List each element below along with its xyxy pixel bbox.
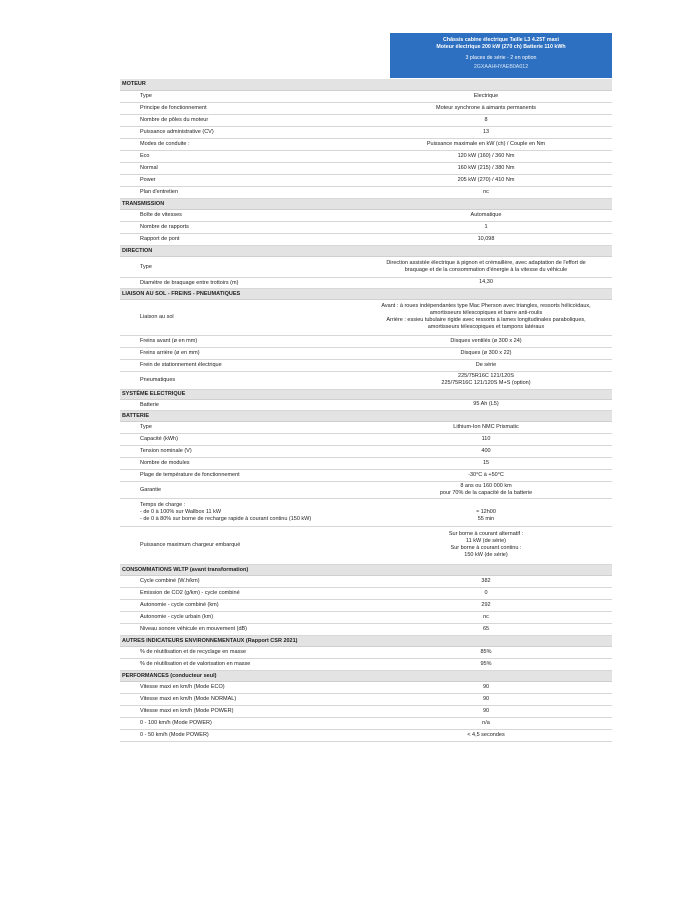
spec-value: nc (360, 611, 612, 623)
spec-row (120, 526, 612, 564)
section-title: TRANSMISSION (120, 198, 612, 209)
spec-row (120, 433, 612, 445)
spec-label: Vitesse maxi en km/h (Mode NORMAL) (120, 693, 360, 705)
spec-value: Puissance maximale en kW (ch) / Couple en Nm (360, 138, 612, 150)
spec-label: Vitesse maxi en km/h (Mode ECO) (120, 681, 360, 693)
spec-value: 65 (360, 623, 612, 635)
spec-value: ≈ 12h00 55 min (360, 498, 612, 526)
spec-label: 0 - 100 km/h (Mode POWER) (120, 717, 360, 729)
section-title: MOTEUR (120, 79, 612, 90)
spec-row (120, 587, 612, 599)
spec-table (120, 79, 612, 742)
spec-row (120, 90, 612, 102)
section-header (120, 389, 612, 399)
spec-row (120, 623, 612, 635)
spec-row (120, 599, 612, 611)
spec-label: Diamètre de braquage entre trottoirs (m) (120, 277, 360, 288)
spec-label: Nombre de rapports (120, 221, 360, 233)
spec-value: 13 (360, 126, 612, 138)
spec-value: 90 (360, 681, 612, 693)
spec-label: Puissance maximum chargeur embarqué (120, 526, 360, 564)
spec-row (120, 498, 612, 526)
spec-value: Lithium-Ion NMC Prismatic (360, 421, 612, 433)
section-title: LIAISON AU SOL - FREINS - PNEUMATIQUES (120, 288, 612, 299)
spec-label: Capacité (kWh) (120, 433, 360, 445)
spec-label: Boîte de vitesses (120, 209, 360, 221)
spec-label: Temps de charge : - de 0 à 100% sur Wallbox 11 kW - de 0 à 80% sur borne de recharge rapide à courant continu (150 kW) (120, 498, 360, 526)
section-header (120, 198, 612, 209)
spec-value: 95 Ah (L5) (360, 399, 612, 410)
vehicle-title: Châssis cabine électrique Taille L3 4.25T maxi (443, 37, 559, 43)
spec-label: Plage de température de fonctionnement (120, 469, 360, 481)
spec-value: nc (360, 186, 612, 198)
section-header (120, 288, 612, 299)
spec-label: Normal (120, 162, 360, 174)
spec-row (120, 399, 612, 410)
spec-value: Avant : à roues indépendantes type Mac Pherson avec triangles, ressorts hélicoïdaux, amortisseurs télescopiques et barre anti-roulis Arrière : essieu tubulaire rigide avec ressorts à lames longitudinales paraboliques, amortisseurs télescopiques et tampons latéraux (360, 299, 612, 335)
spec-value: 0 (360, 587, 612, 599)
spec-value: 1 (360, 221, 612, 233)
spec-row (120, 421, 612, 433)
spec-row (120, 658, 612, 670)
spec-value: Disques (ø 300 x 22) (360, 347, 612, 359)
spec-value: 90 (360, 693, 612, 705)
spec-label: Rapport de pont (120, 233, 360, 245)
spec-row (120, 681, 612, 693)
spec-row (120, 233, 612, 245)
spec-label: 0 - 50 km/h (Mode POWER) (120, 729, 360, 741)
spec-label: Frein de stationnement électrique (120, 359, 360, 371)
spec-row (120, 335, 612, 347)
spec-value: 8 ans ou 160 000 km pour 70% de la capacité de la batterie (360, 481, 612, 498)
spec-value: Moteur synchrone à aimants permanents (360, 102, 612, 114)
spec-value: 85% (360, 646, 612, 658)
spec-value: 382 (360, 575, 612, 587)
spec-value: 225/75R16C 121/120S 225/75R16C 121/120S M+S (option) (360, 371, 612, 389)
section-title: BATTERIE (120, 410, 612, 421)
spec-row (120, 611, 612, 623)
spec-value: De série (360, 359, 612, 371)
spec-label: Emission de CO2 (g/km) - cycle combiné (120, 587, 360, 599)
spec-label: Autonomie - cycle urbain (km) (120, 611, 360, 623)
section-header (120, 635, 612, 646)
spec-value: 400 (360, 445, 612, 457)
vehicle-code: 2GXAAHHYAEB0A012 (473, 64, 529, 71)
spec-row (120, 469, 612, 481)
spec-label: Autonomie - cycle combiné (km) (120, 599, 360, 611)
spec-row (120, 150, 612, 162)
spec-label: Plan d'entretien (120, 186, 360, 198)
section-header (120, 564, 612, 575)
spec-row (120, 162, 612, 174)
spec-label: Type (120, 256, 360, 277)
spec-label: Eco (120, 150, 360, 162)
spec-row (120, 717, 612, 729)
spec-label: Puissance administrative (CV) (120, 126, 360, 138)
spec-label: Principe de fonctionnement (120, 102, 360, 114)
spec-label: Garantie (120, 481, 360, 498)
spec-value: Direction assistée électrique à pignon et crémaillère, avec adaptation de l'effort de braquage et de la consommation d'énergie à la vitesse du véhicule (360, 256, 612, 277)
spec-row (120, 646, 612, 658)
spec-row (120, 277, 612, 288)
section-header (120, 79, 612, 90)
vehicle-header (390, 33, 612, 78)
spec-label: Type (120, 421, 360, 433)
spec-value: Automatique (360, 209, 612, 221)
spec-row (120, 481, 612, 498)
section-title: DIRECTION (120, 245, 612, 256)
spec-row (120, 114, 612, 126)
spec-value: 205 kW (270) / 410 Nm (360, 174, 612, 186)
spec-label: Nombre de modules (120, 457, 360, 469)
section-title: SYSTÈME ELECTRIQUE (120, 389, 612, 399)
spec-label: Liaison au sol (120, 299, 360, 335)
spec-row (120, 359, 612, 371)
section-header (120, 410, 612, 421)
spec-label: Batterie (120, 399, 360, 410)
spec-label: % de réutilisation et de valorisation en masse (120, 658, 360, 670)
spec-row (120, 126, 612, 138)
section-title: CONSOMMATIONS WLTP (avant transformation) (120, 564, 612, 575)
spec-label: Modes de conduite : (120, 138, 360, 150)
vehicle-seats: 3 places de série - 2 en option (465, 54, 537, 61)
spec-label: % de réutilisation et de recyclage en masse (120, 646, 360, 658)
spec-row (120, 256, 612, 277)
spec-row (120, 186, 612, 198)
spec-value: < 4,5 secondes (360, 729, 612, 741)
spec-value: -30°C à +50°C (360, 469, 612, 481)
spec-value: 10,098 (360, 233, 612, 245)
spec-label: Type (120, 90, 360, 102)
spec-label: Cycle combiné (W.h/km) (120, 575, 360, 587)
spec-row (120, 221, 612, 233)
spec-row (120, 299, 612, 335)
spec-row (120, 102, 612, 114)
spec-row (120, 174, 612, 186)
spec-label: Freins avant (ø en mm) (120, 335, 360, 347)
spec-row (120, 729, 612, 741)
vehicle-engine-battery: Moteur électrique 200 kW (270 ch) Batterie 110 kWh (436, 44, 566, 51)
spec-row (120, 457, 612, 469)
spec-label: Power (120, 174, 360, 186)
spec-row (120, 445, 612, 457)
spec-value: Sur borne à courant alternatif : 11 kW (de série) Sur borne à courant continu : 150 kW (de série) (360, 526, 612, 564)
spec-value: 110 (360, 433, 612, 445)
spec-row (120, 705, 612, 717)
spec-value: Electrique (360, 90, 612, 102)
spec-label: Freins arrière (ø en mm) (120, 347, 360, 359)
spec-label: Vitesse maxi en km/h (Mode POWER) (120, 705, 360, 717)
spec-table-body (120, 79, 612, 741)
spec-value: 8 (360, 114, 612, 126)
spec-value: 120 kW (160) / 360 Nm (360, 150, 612, 162)
spec-value: 14,30 (360, 277, 612, 288)
spec-label: Pneumatiques (120, 371, 360, 389)
spec-row (120, 575, 612, 587)
spec-label: Nombre de pôles du moteur (120, 114, 360, 126)
spec-value: 292 (360, 599, 612, 611)
section-title: PERFORMANCES (conducteur seul) (120, 670, 612, 681)
section-header (120, 670, 612, 681)
spec-row (120, 371, 612, 389)
spec-row (120, 693, 612, 705)
spec-value: Disques ventilés (ø 300 x 24) (360, 335, 612, 347)
spec-row (120, 209, 612, 221)
spec-value: n/a (360, 717, 612, 729)
spec-value: 90 (360, 705, 612, 717)
section-header (120, 245, 612, 256)
spec-row (120, 347, 612, 359)
spec-value: 160 kW (215) / 380 Nm (360, 162, 612, 174)
spec-value: 15 (360, 457, 612, 469)
spec-label: Niveau sonore véhicule en mouvement (dB) (120, 623, 360, 635)
spec-value: 95% (360, 658, 612, 670)
spec-row (120, 138, 612, 150)
spec-label: Tension nominale (V) (120, 445, 360, 457)
section-title: AUTRES INDICATEURS ENVIRONNEMENTAUX (Rapport CSR 2021) (120, 635, 612, 646)
